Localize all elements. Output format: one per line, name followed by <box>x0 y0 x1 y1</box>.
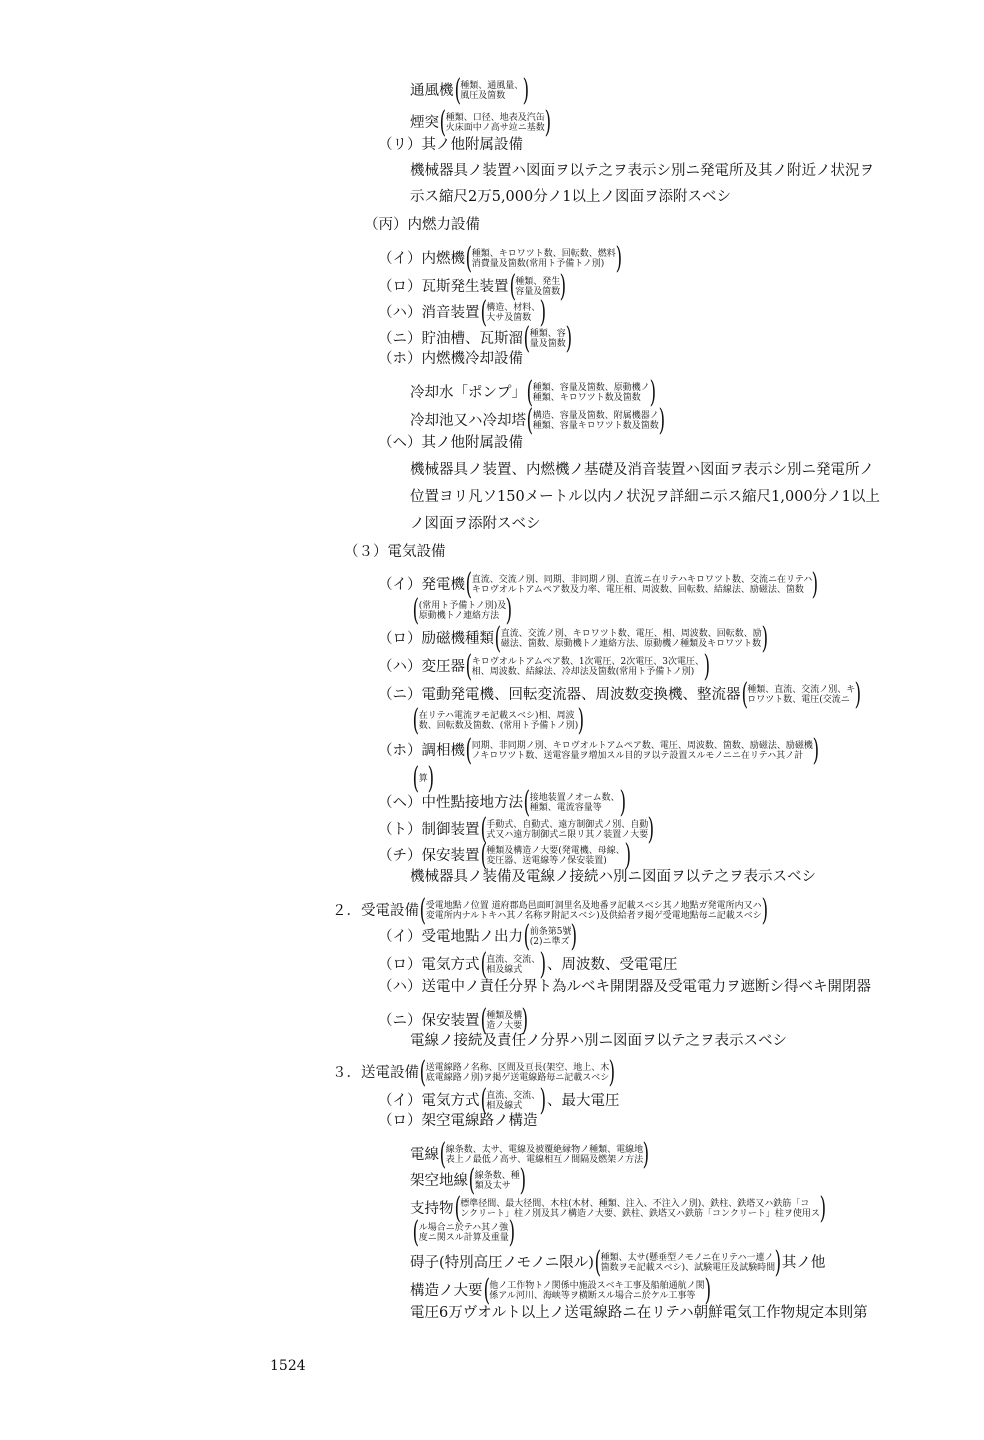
line-text: 電圧6万ヴオルト以上ノ送電線路ニ在リテハ朝鮮電気工作物規定本則第 <box>410 1305 868 1321</box>
note-row: 接地装置ノオーム数、 <box>529 792 620 803</box>
annotation-note: ( 手動式、自動式、遠方制御式ノ別、自動 式又ハ遠方制御式ニ限リ其ノ装置ノ大要 ) <box>480 812 655 847</box>
note-row: 直流、交流、 <box>486 954 541 965</box>
note-row: 磁法、箇数、原動機トノ連絡方法、原動機ノ種類及キロワツト数 <box>500 639 762 649</box>
line-text: 機械器具ノ装備及電線ノ接続ハ別ニ図面ヲ以テ之ヲ表示スベシ <box>410 869 816 885</box>
line-text: 煙突 <box>410 114 439 131</box>
note-row: キロヴオルトアムペア数、1次電圧、2次電圧、3次電圧、 <box>471 656 704 667</box>
note-row: 算 <box>418 773 428 784</box>
note-row: 直流、交流、 <box>486 1090 541 1101</box>
line-text: （ロ）電気方式 <box>378 956 480 973</box>
line-l43 <box>412 1215 515 1250</box>
note-row: 在リテハ電流ヲモ記載スベシ)相、周波 <box>418 710 575 721</box>
annotation-note: ( 直流、交流ノ別、同期、非同期ノ別、直流ニ在リテハキロワツト数、交流ニ在リテハ キロヴオルトアムペア数及力率、電圧相、周波数、回転数、結線法、励磁法、箇数 ) <box>465 567 819 602</box>
note-row: 種類、口径、地表及汽缶 <box>445 112 545 123</box>
note-row: 火床面中ノ高サ竝ニ基数 <box>445 123 545 133</box>
note-row: 底電線路ノ別)ヲ掲ゲ送電線路毎ニ記載スベシ <box>425 1073 610 1083</box>
line-text: 冷却水「ポンプ」 <box>410 384 526 401</box>
line-text: （丙）内燃力設備 <box>364 217 480 233</box>
line-text: （ハ）送電中ノ責任分界ト為ルベキ開閉器及受電電力ヲ遮断シ得ベキ開閉器 <box>378 979 871 995</box>
line-l6 <box>364 218 480 233</box>
line-text: 電線ノ接続及責任ノ分界ハ別ニ図面ヲ以テ之ヲ表示スベシ <box>410 1033 787 1049</box>
note-row: 容量及箇数 <box>515 287 561 297</box>
note-row: 式又ハ遠方制御式ニ限リ其ノ装置ノ大要 <box>486 830 649 840</box>
annotation-note: ( 同期、非同期ノ別、キロヴオルトアムペア数、電圧、周波数、箇数、励磁法、励磁機 ノキロワツト数、送電容量ヲ増加スル目的ヲ以テ設置スルモノニニ在リテハ其ノ計 ) <box>465 733 819 768</box>
line-l11 <box>378 352 523 367</box>
annotation-note: ( 送電線路ノ名称、区間及亘長(架空、地上、木 底電線路ノ別)ヲ掲ゲ送電線路毎ニ記載スベシ ) <box>419 1055 616 1090</box>
line-text-after: 其ノ他 <box>781 1254 826 1271</box>
line-l39 <box>378 1114 538 1129</box>
line-text: （イ）受電地點ノ出力 <box>378 928 523 945</box>
annotation-note: ( 直流、交流、 相及線式 ) <box>480 947 547 982</box>
note-row: 数、回転数及箇数、(常用ト予備トノ別) <box>418 721 579 731</box>
annotation-note: ( 線条数、種 類及太サ ) <box>468 1163 526 1198</box>
line-text: （ニ）貯油槽、瓦斯溜 <box>378 330 523 347</box>
line-l16 <box>410 490 880 505</box>
line-text: （ロ）瓦斯発生装置 <box>378 278 509 295</box>
line-text: （ト）制御装置 <box>378 821 480 838</box>
annotation-note: ( 直流、交流、 相及線式 ) <box>480 1083 547 1118</box>
line-l29 <box>378 838 631 873</box>
line-l15 <box>410 463 874 478</box>
annotation-note: ( 種類、容 量及箇数 ) <box>523 321 572 356</box>
note-row: 消費量及箇数(常用ト予備トノ別) <box>471 259 605 269</box>
line-l22 <box>378 649 711 684</box>
line-text-after: 、周波数、受電電圧 <box>546 956 678 973</box>
line-text: （ホ）調相機 <box>378 742 465 759</box>
annotation-note: ( 標準径間、最大径間、木柱(木材、種類、注入、不注入ノ別)、鉄柱、鉄塔又ハ鉄筋「コ ンクリート」柱ノ別及其ノ構造ノ大要、鉄柱、鉄塔又ハ鉄筋「コンクリート」柱ヲ使用ス ) <box>454 1191 826 1226</box>
line-l7 <box>378 241 622 276</box>
line-text: （ハ）変圧器 <box>378 658 465 675</box>
note-row: 線条数、太サ、電線及被覆絶縁物ノ種類、電線地 <box>445 1144 644 1155</box>
note-row: 量及箇数 <box>529 339 566 349</box>
note-row: 標準径間、最大径間、木柱(木材、種類、注入、不注入ノ別)、鉄柱、鉄塔又ハ鉄筋「コ <box>460 1198 810 1209</box>
line-text: ノ図面ヲ添附スベシ <box>410 516 541 532</box>
annotation-note: ( 種類、容量及箇数、原動機ノ 種類、キロワツト数及箇数 ) <box>526 375 656 410</box>
note-row: ロワツト数、電圧(交流ニ <box>747 695 850 705</box>
note-row: 種類、直流、交流ノ別、キ <box>747 684 856 695</box>
line-text: 通風機 <box>410 82 454 99</box>
note-row: 原動機トノ連絡方法 <box>418 611 500 621</box>
annotation-note: ( 算 ) <box>412 761 434 796</box>
line-l38 <box>378 1083 620 1118</box>
note-row: 種類、容量及箇数、原動機ノ <box>532 382 650 393</box>
note-row: 構造、材料、 <box>486 302 541 313</box>
line-l33 <box>378 947 678 982</box>
note-row: 受電地點ノ位置 道府郡島邑面町洞里名及地番ヲ記載スベシ其ノ地點ガ発電所内又ハ <box>425 900 762 911</box>
note-row: 変圧器、送電線等ノ保安装置) <box>486 856 607 866</box>
line-l45 <box>410 1273 711 1308</box>
line-text: 支持物 <box>410 1200 454 1217</box>
annotation-note: ( 線条数、太サ、電線及被覆絶縁物ノ種類、電線地 表上ノ最低ノ高サ、電線相互ノ間隔及燃架ノ方法 ) <box>439 1137 650 1172</box>
line-text: （イ）電気方式 <box>378 1092 480 1109</box>
line-text: （３）電気設備 <box>344 544 446 560</box>
note-row: 他ノ工作物トノ関係中施設スベキ工事及船舶通航ノ関 <box>489 1280 705 1291</box>
line-text: （ハ）消音装置 <box>378 304 480 321</box>
note-row: 係アル河川、海峡等ヲ横断スル場合ニ於ケル工事等 <box>489 1291 696 1301</box>
line-l25 <box>378 733 820 768</box>
note-row: 類及太サ <box>474 1181 511 1191</box>
note-row: 種類、発生 <box>515 276 561 287</box>
line-l34 <box>378 980 871 995</box>
page-number: 1524 <box>270 1358 306 1374</box>
line-text: （ニ）保安装置 <box>378 1012 480 1029</box>
line-text: 機械器具ノ装置、内燃機ノ基礎及消音装置ハ図面ヲ表示シ別ニ発電所ノ <box>410 462 874 478</box>
note-row: 変電所内ナルトキハ其ノ名称ヲ附記スベシ)及供給者ヲ掲ゲ受電地點毎ニ記載スベシ <box>425 911 762 921</box>
line-l37 <box>332 1055 616 1090</box>
note-row: 直流、交流ノ別、キロワツト数、電圧、相、周波数、回転数、励 <box>500 628 762 639</box>
line-text: 碍子(特別高圧ノモノニ限ル) <box>410 1254 594 1271</box>
note-row: 同期、非同期ノ別、キロヴオルトアムペア数、電圧、周波数、箇数、励磁法、励磁機 <box>471 740 813 751</box>
line-l12 <box>410 375 656 410</box>
line-l5 <box>410 190 731 205</box>
note-row: ノキロワツト数、送電容量ヲ増加スル目的ヲ以テ設置スルモノニニ在リテハ其ノ計 <box>471 751 804 761</box>
line-l10 <box>378 321 572 356</box>
line-l3 <box>378 138 523 153</box>
note-row: 手動式、自動式、遠方制御式ノ別、自動 <box>486 819 649 830</box>
line-text: 示ス縮尺2万5,000分ノ1以上ノ図面ヲ添附スベシ <box>410 189 731 205</box>
note-row: 度ニ関スル計算及重量 <box>418 1233 509 1243</box>
annotation-note: ( 種類及構 造ノ大要 ) <box>480 1003 529 1038</box>
line-text: （ホ）内燃機冷却設備 <box>378 351 523 367</box>
note-row: 種類、容量キロワツト数及箇数 <box>532 421 659 431</box>
line-text: ３．送電設備 <box>332 1064 419 1081</box>
annotation-note: ( キロヴオルトアムペア数、1次電圧、2次電圧、3次電圧、 相、周波数、結線法、冷却法及箇数(常用ト予備トノ別) ) <box>465 649 711 684</box>
note-row: 前条第5號 <box>529 926 572 937</box>
line-text: （リ）其ノ他附属設備 <box>378 137 523 153</box>
line-l30 <box>410 870 816 885</box>
annotation-note: ( ル場合ニ於テハ其ノ強 度ニ関スル計算及重量 ) <box>412 1215 515 1250</box>
line-l27 <box>378 785 626 820</box>
note-row: ル場合ニ於テハ其ノ強 <box>418 1222 509 1233</box>
note-row: 種類、太サ(懸垂型ノモノニ在リテハ一連ノ <box>600 1252 774 1263</box>
note-row: 種類及構 <box>486 1010 523 1021</box>
note-row: 表上ノ最低ノ高サ、電線相互ノ間隔及燃架ノ方法 <box>445 1155 644 1165</box>
line-l36 <box>410 1034 787 1049</box>
line-l1 <box>410 73 530 108</box>
note-row: 大サ及箇数 <box>486 313 532 323</box>
note-row: 線条数、種 <box>474 1170 520 1181</box>
line-text: 構造ノ大要 <box>410 1282 483 1299</box>
line-l2 <box>410 105 551 140</box>
line-l24 <box>412 703 585 738</box>
annotation-note: ( 構造、材料、 大サ及箇数 ) <box>480 295 547 330</box>
line-text: （チ）保安装置 <box>378 847 480 864</box>
line-l13 <box>410 403 665 438</box>
note-row: 構造、容量及箇数、附属機器ノ <box>532 410 659 421</box>
line-text: （ロ）架空電線路ノ構造 <box>378 1113 538 1129</box>
note-row: キロヴオルトアムペア数及力率、電圧相、周波数、回転数、結線法、励磁法、箇数 <box>471 585 804 595</box>
note-row: 種類、電流容量等 <box>529 803 602 813</box>
line-text: （ロ）励磁機種類 <box>378 630 494 647</box>
annotation-note: ( 種類及構造ノ大要(発電機、母線、 変圧器、送電線等ノ保安装置) ) <box>480 838 631 873</box>
line-l17 <box>410 517 541 532</box>
line-text: （ヘ）其ノ他附属設備 <box>378 435 523 451</box>
line-text: （ヘ）中性點接地方法 <box>378 794 523 811</box>
line-text: 機械器具ノ装置ハ図面ヲ以テ之ヲ表示シ別ニ発電所及其ノ附近ノ状況ヲ <box>410 163 874 179</box>
annotation-note: ( 種類、直流、交流ノ別、キ ロワツト数、電圧(交流ニ ) <box>741 677 862 712</box>
note-row: 相及線式 <box>486 1101 523 1111</box>
annotation-note: ( (常用ト予備トノ別)及 原動機トノ連絡方法 ) <box>412 593 513 628</box>
note-row: 風圧及箇数 <box>460 91 506 101</box>
line-l32 <box>378 919 578 954</box>
line-text: 架空地線 <box>410 1172 468 1189</box>
line-l44 <box>410 1245 826 1280</box>
note-row: 種類、通風量、 <box>460 80 524 91</box>
line-l41 <box>410 1163 526 1198</box>
line-l46 <box>410 1306 868 1321</box>
annotation-note: ( 前条第5號 (2)ニ準ズ ) <box>523 919 578 954</box>
line-text: ２．受電設備 <box>332 902 419 919</box>
note-row: (2)ニ準ズ <box>529 937 570 947</box>
annotation-note: ( 構造、容量及箇数、附属機器ノ 種類、容量キロワツト数及箇数 ) <box>526 403 665 438</box>
line-text: 位置ヨリ凡ソ150メートル以内ノ状況ヲ詳細ニ示ス縮尺1,000分ノ1以上 <box>410 489 880 505</box>
note-row: (常用ト予備トノ別)及 <box>418 600 507 611</box>
line-text: 冷却池又ハ冷却塔 <box>410 412 526 429</box>
annotation-note: ( 種類、太サ(懸垂型ノモノニ在リテハ一連ノ 箇数ヲモ記載スベシ)、試験電圧及試験時間 ) <box>594 1245 782 1280</box>
note-row: 送電線路ノ名称、区間及亘長(架空、地上、木 <box>425 1062 610 1073</box>
annotation-note: ( 種類、発生 容量及箇数 ) <box>509 269 567 304</box>
note-row: 種類、容 <box>529 328 566 339</box>
line-l4 <box>410 164 874 179</box>
note-row: 直流、交流ノ別、同期、非同期ノ別、直流ニ在リテハキロワツト数、交流ニ在リテハ <box>471 574 813 585</box>
annotation-note: ( 種類、キロワツト数、回転数、燃料 消費量及箇数(常用ト予備トノ別) ) <box>465 241 622 276</box>
line-text: （イ）内燃機 <box>378 250 465 267</box>
line-text: （ニ）電動発電機、回転変流器、周波数変換機、整流器 <box>378 686 741 703</box>
annotation-note: ( 種類、通風量、 風圧及箇数 ) <box>454 73 530 108</box>
line-text-after: 、最大電圧 <box>546 1092 620 1109</box>
note-row: 相、周波数、結線法、冷却法及箇数(常用ト予備トノ別) <box>471 667 695 677</box>
note-row: 種類、キロワツト数、回転数、燃料 <box>471 248 616 259</box>
line-text: （イ）発電機 <box>378 576 465 593</box>
annotation-note: ( 種類、口径、地表及汽缶 火床面中ノ高サ竝ニ基数 ) <box>439 105 551 140</box>
line-text: 電線 <box>410 1146 439 1163</box>
note-row: 相及線式 <box>486 965 523 975</box>
note-row: 種類及構造ノ大要(発電機、母線、 <box>486 845 625 856</box>
annotation-note: ( 受電地點ノ位置 道府郡島邑面町洞里名及地番ヲ記載スベシ其ノ地點ガ発電所内又ハ 変電所内ナルトキハ其ノ名称ヲ附記スベシ)及供給者ヲ掲ゲ受電地點毎ニ記載スベシ ) <box>419 893 768 928</box>
line-l35 <box>378 1003 529 1038</box>
line-l14 <box>378 436 523 451</box>
annotation-note: ( 在リテハ電流ヲモ記載スベシ)相、周波 数、回転数及箇数、(常用ト予備トノ別) ) <box>412 703 585 738</box>
note-row: ンクリート」柱ノ別及其ノ構造ノ大要、鉄柱、鉄塔又ハ鉄筋「コンクリート」柱ヲ使用ス <box>460 1209 820 1219</box>
annotation-note: ( 直流、交流ノ別、キロワツト数、電圧、相、周波数、回転数、励 磁法、箇数、原動機トノ連絡方法、原動機ノ種類及キロワツト数 ) <box>494 621 768 656</box>
line-l18 <box>344 545 446 560</box>
note-row: 種類、キロワツト数及箇数 <box>532 393 641 403</box>
annotation-note: ( 他ノ工作物トノ関係中施設スベキ工事及船舶通航ノ関 係アル河川、海峡等ヲ横断スル場合ニ於ケル工事等 ) <box>483 1273 711 1308</box>
annotation-note: ( 接地装置ノオーム数、 種類、電流容量等 ) <box>523 785 626 820</box>
note-row: 造ノ大要 <box>486 1021 523 1031</box>
note-row: 箇数ヲモ記載スベシ)、試験電圧及試験時間 <box>600 1263 776 1273</box>
